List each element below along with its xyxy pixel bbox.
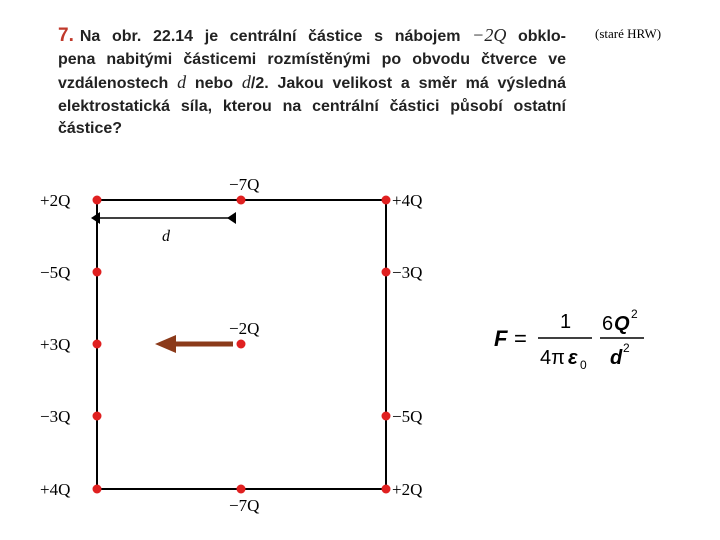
charge-label-bottom-middle: −7Q bbox=[229, 496, 260, 515]
charge-label-top-left: +2Q bbox=[40, 191, 71, 210]
charge-dot-top-right bbox=[382, 196, 391, 205]
force-arrow bbox=[155, 335, 233, 353]
charge-label-top-right: +4Q bbox=[392, 191, 423, 210]
charge-dot-center bbox=[237, 340, 246, 349]
formula-frac2-num-exp: 2 bbox=[631, 307, 638, 321]
charge-dot-right-lower bbox=[382, 412, 391, 421]
formula-lhs: F bbox=[494, 326, 508, 351]
charge-label-left-upper: −5Q bbox=[40, 263, 71, 282]
formula-frac2-den-exp: 2 bbox=[623, 341, 630, 355]
charge-label-bottom-left: +4Q bbox=[40, 480, 71, 499]
charge-dot-bottom-left bbox=[93, 485, 102, 494]
charge-dot-left-lower bbox=[93, 412, 102, 421]
problem-number: 7. bbox=[58, 25, 74, 46]
charge-dot-top-middle bbox=[237, 196, 246, 205]
charge-dot-left-middle bbox=[93, 340, 102, 349]
charge-dot-bottom-right bbox=[382, 485, 391, 494]
formula-frac2-den-var: d bbox=[610, 347, 623, 369]
source-note: (staré HRW) bbox=[595, 26, 662, 41]
formula-frac1-den-a: 4π bbox=[540, 347, 565, 369]
charge-dot-right-upper bbox=[382, 268, 391, 277]
charge-dot-top-left bbox=[93, 196, 102, 205]
problem-line-3: vzdálenostech d nebo d/2. Jakou velikost a směr má výsledná bbox=[58, 72, 567, 92]
charge-label-left-lower: −3Q bbox=[40, 407, 71, 426]
charge-label-left-middle: +3Q bbox=[40, 335, 71, 354]
formula-frac1-den-sub: 0 bbox=[580, 358, 587, 372]
charge-dot-left-upper bbox=[93, 268, 102, 277]
charge-dot-bottom-middle bbox=[237, 485, 246, 494]
force-formula bbox=[494, 306, 664, 380]
charge-label-top-middle: −7Q bbox=[229, 175, 260, 194]
charge-label-right-lower: −5Q bbox=[392, 407, 423, 426]
problem-line-5: částice? bbox=[58, 120, 123, 137]
charge-label-bottom-right: +2Q bbox=[392, 480, 423, 499]
formula-frac2-num-var: Q bbox=[614, 313, 630, 335]
problem-line-1: 7. Na obr. 22.14 je centrální částice s nábojem −2Q obklo- bbox=[58, 25, 567, 46]
distance-label: d bbox=[162, 228, 170, 245]
charge-label-center: −2Q bbox=[229, 319, 260, 338]
formula-frac1-numerator: 1 bbox=[560, 311, 572, 333]
formula-frac1-den-b: ε bbox=[568, 347, 578, 369]
problem-line-4: elektrostatická síla, kterou na centrální částici působí ostatní bbox=[58, 97, 566, 115]
charge-label-right-upper: −3Q bbox=[392, 263, 423, 282]
formula-equals: = bbox=[514, 326, 527, 351]
formula-frac2-num-coef: 6 bbox=[602, 313, 614, 335]
problem-line-2: pena nabitými částicemi rozmístěnými po obvodu čtverce ve bbox=[58, 50, 566, 68]
